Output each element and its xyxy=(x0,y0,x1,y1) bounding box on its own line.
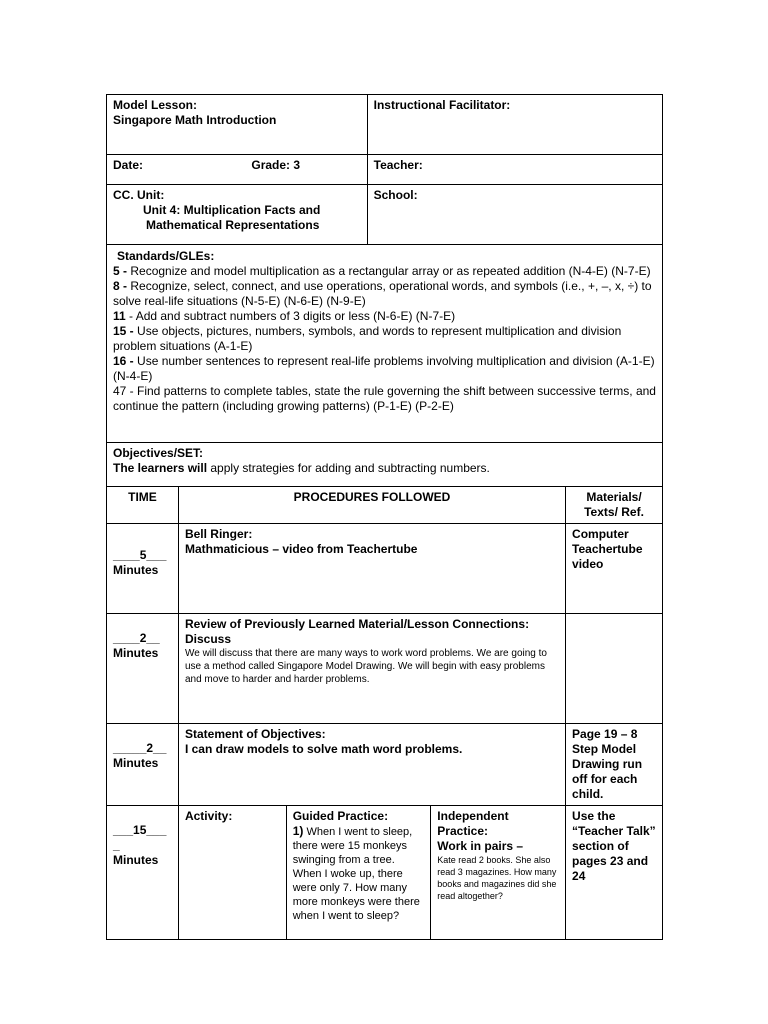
bell-ringer-subtitle: Mathmaticious – video from Teachertube xyxy=(184,542,418,556)
procedures-table xyxy=(106,486,663,940)
objectives-statement-text: I can draw models to solve math word problems. xyxy=(184,742,463,756)
standard-item: 8 - Recognize, select, connect, and use operations, operational words, and symbols (i.e., +, –, x, ÷) to solve real-life situations (N-5-E) (N-6-E) (N-9-E) xyxy=(113,279,652,308)
materials-cell: Use the “Teacher Talk” section of pages 23 and 24 xyxy=(566,806,663,940)
time-cell: ____5___ Minutes xyxy=(107,524,179,614)
procedures-header: PROCEDURES FOLLOWED xyxy=(178,487,565,524)
work-in-pairs-label: Work in pairs – xyxy=(437,839,524,853)
materials-cell: Computer Teachertube video xyxy=(566,524,663,614)
review-cell xyxy=(178,614,565,724)
bell-ringer-cell xyxy=(178,524,565,614)
standard-item: 15 - Use objects, pictures, numbers, symbols, and words to represent multiplication and division problem situations (A-1-E) xyxy=(113,324,622,353)
model-lesson-cell xyxy=(107,95,368,155)
independent-label-2: Practice: xyxy=(437,824,488,838)
standard-item: 11 - Add and subtract numbers of 3 digits or less (N-6-E) (N-7-E) xyxy=(113,309,456,323)
time-cell: ____2__ Minutes xyxy=(107,614,179,724)
objectives-text: The learners will apply strategies for adding and subtracting numbers. xyxy=(113,461,490,475)
model-lesson-label: Model Lesson: xyxy=(113,98,198,112)
grade-label: Grade: 3 xyxy=(251,158,301,172)
time-header: TIME xyxy=(107,487,179,524)
model-lesson-value: Singapore Math Introduction xyxy=(113,113,277,127)
materials-header: Materials/ Texts/ Ref. xyxy=(566,487,663,524)
time-cell: _____2__ Minutes xyxy=(107,724,179,806)
teacher-cell xyxy=(367,155,662,185)
bell-ringer-title: Bell Ringer: xyxy=(184,527,253,541)
independent-text: Kate read 2 books. She also read 3 magazines. How many books and magazines did she read altogether? xyxy=(437,855,557,901)
review-body: We will discuss that there are many ways to work word problems. We are going to use a method called Singapore Model Drawing. We will begin with easy problems and move to harder and harder problems. xyxy=(184,648,547,685)
teacher-label: Teacher: xyxy=(373,158,423,172)
standards-cell xyxy=(107,245,663,443)
objectives-cell xyxy=(107,443,663,487)
school-label: School: xyxy=(373,188,418,202)
independent-practice-cell xyxy=(431,806,566,940)
unit-line-2: Mathematical Representations xyxy=(146,218,320,232)
objectives-statement-cell xyxy=(178,724,565,806)
date-grade-cell xyxy=(107,155,368,185)
date-label: Date: xyxy=(113,158,144,172)
materials-cell xyxy=(566,614,663,724)
standards-label: Standards/GLEs: xyxy=(117,249,215,263)
review-title: Review of Previously Learned Material/Lesson Connections: Discuss xyxy=(184,617,530,646)
objectives-statement-title: Statement of Objectives: xyxy=(184,727,326,741)
standard-item: 47 - Find patterns to complete tables, state the rule governing the shift between successive terms, and continue the pattern (including growing patterns) (P-1-E) (P-2-E) xyxy=(113,384,656,413)
objectives-label: Objectives/SET: xyxy=(113,446,204,460)
facilitator-label: Instructional Facilitator: xyxy=(373,98,511,112)
standard-item: 16 - Use number sentences to represent real-life problems involving multiplication and division (A-1-E) (N-4-E) xyxy=(113,354,655,383)
materials-cell: Page 19 – 8 Step Model Drawing run off for each child. xyxy=(566,724,663,806)
unit-cell xyxy=(107,185,368,245)
guided-practice-text: 1) When I went to sleep, there were 15 monkeys swinging from a tree. When I woke up, there were only 7. How many more monkeys were there when I went to sleep? xyxy=(292,824,420,922)
unit-line-1: Unit 4: Multiplication Facts and xyxy=(143,203,321,217)
independent-label: Independent xyxy=(437,809,509,823)
unit-label: CC. Unit: xyxy=(113,188,165,202)
facilitator-cell xyxy=(367,95,662,155)
school-cell xyxy=(367,185,662,245)
time-cell: ___15___ _ Minutes xyxy=(107,806,179,940)
activity-label-cell: Activity: xyxy=(178,806,286,940)
guided-practice-cell xyxy=(286,806,431,940)
guided-practice-label: Guided Practice: xyxy=(292,809,389,823)
lesson-header-table xyxy=(106,94,663,487)
standard-item: 5 - Recognize and model multiplication as a rectangular array or as repeated addition (N-4-E) (N-7-E) xyxy=(113,264,651,278)
